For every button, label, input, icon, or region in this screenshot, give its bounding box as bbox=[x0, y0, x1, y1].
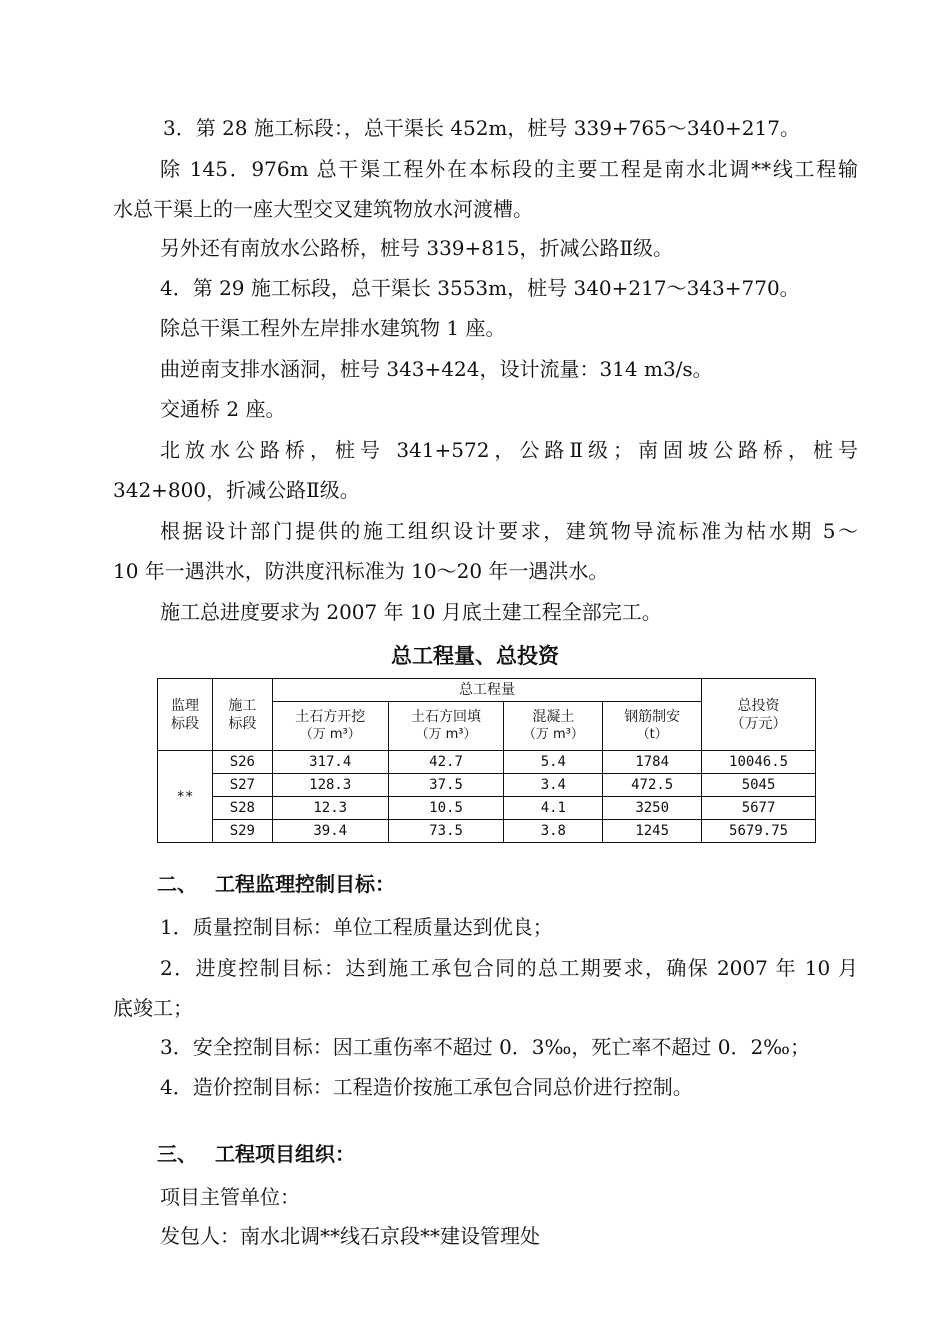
header-excavation-label: 土石方开挖 bbox=[295, 709, 366, 725]
header-backfill-unit: （万 m³） bbox=[415, 727, 477, 742]
supervision-section-cell: ** bbox=[158, 751, 213, 843]
cell-excavation: 128.3 bbox=[272, 774, 388, 797]
paragraph-bridges-line2: 342+800，折减公路Ⅱ级。 bbox=[113, 478, 360, 502]
cell-excavation: 39.4 bbox=[272, 820, 388, 843]
paragraph-flood-standard-line1: 根据设计部门提供的施工组织设计要求，建筑物导流标准为枯水期 5～ bbox=[160, 519, 858, 543]
cell-rebar: 3250 bbox=[603, 797, 702, 820]
header-excavation-unit: （万 m³） bbox=[299, 727, 361, 742]
section-2-title: 工程监理控制目标： bbox=[215, 872, 395, 896]
cell-concrete: 5.4 bbox=[504, 751, 603, 774]
goal-quality: 1．质量控制目标：单位工程质量达到优良； bbox=[160, 915, 553, 939]
cell-concrete: 3.4 bbox=[504, 774, 603, 797]
cell-backfill: 37.5 bbox=[388, 774, 504, 797]
table-title: 总工程量、总投资 bbox=[391, 644, 559, 668]
paragraph-flood-standard-line2: 10 年一遇洪水，防洪度汛标准为 10～20 年一遇洪水。 bbox=[113, 559, 609, 583]
header-supervision-section bbox=[158, 679, 213, 751]
header-backfill-label: 土石方回填 bbox=[411, 709, 482, 725]
cell-investment: 5679.75 bbox=[702, 820, 816, 843]
header-construction-section bbox=[212, 679, 272, 751]
header-concrete bbox=[504, 702, 603, 751]
header-rebar-label: 钢筋制安 bbox=[624, 709, 681, 725]
header-concrete-unit: （万 m³） bbox=[522, 727, 584, 742]
goal-cost: 4．造价控制目标：工程造价按施工承包合同总价进行控制。 bbox=[160, 1075, 693, 1099]
cell-section: S28 bbox=[212, 797, 272, 820]
paragraph-culvert: 曲逆南支排水涵洞，桩号 343+424，设计流量：314 m3/s。 bbox=[160, 357, 713, 381]
paragraph-main-works-line2: 水总干渠上的一座大型交叉建筑物放水河渡槽。 bbox=[113, 197, 533, 221]
cell-excavation: 12.3 bbox=[272, 797, 388, 820]
project-authority: 项目主管单位： bbox=[160, 1185, 300, 1209]
cell-rebar: 1245 bbox=[603, 820, 702, 843]
goal-schedule-line2: 底竣工； bbox=[113, 996, 193, 1020]
paragraph-main-works-line1: 除 145．976m 总干渠工程外在本标段的主要工程是南水北调**线工程输 bbox=[160, 157, 858, 181]
cell-section: S29 bbox=[212, 820, 272, 843]
header-investment-unit: （万元） bbox=[730, 715, 787, 732]
paragraph-drainage-building: 除总干渠工程外左岸排水建筑物 1 座。 bbox=[160, 316, 506, 340]
header-investment-label: 总投资 bbox=[737, 697, 780, 714]
header-construction-label-1: 施工 bbox=[228, 697, 257, 714]
table-row bbox=[158, 774, 816, 797]
cell-investment: 10046.5 bbox=[702, 751, 816, 774]
cell-rebar: 472.5 bbox=[603, 774, 702, 797]
header-supervision-label-1: 监理 bbox=[170, 697, 199, 714]
header-rebar-unit: （t） bbox=[636, 727, 668, 742]
cell-backfill: 10.5 bbox=[388, 797, 504, 820]
header-rebar bbox=[603, 702, 702, 751]
cell-concrete: 3.8 bbox=[504, 820, 603, 843]
header-total-investment bbox=[702, 679, 816, 751]
header-excavation bbox=[272, 702, 388, 751]
paragraph-bridges-line1: 北放水公路桥，桩号 341+572，公路Ⅱ级；南固坡公路桥，桩号 bbox=[160, 438, 858, 462]
cell-section: S27 bbox=[212, 774, 272, 797]
paragraph-section-28: 3．第 28 施工标段：，总干渠长 452m，桩号 339+765～340+217。 bbox=[163, 116, 800, 140]
section-3-title: 工程项目组织： bbox=[215, 1142, 355, 1166]
quantity-investment-table bbox=[157, 678, 816, 843]
cell-investment: 5045 bbox=[702, 774, 816, 797]
cell-excavation: 317.4 bbox=[272, 751, 388, 774]
section-2-number: 二、 bbox=[157, 872, 197, 896]
paragraph-south-bridge: 另外还有南放水公路桥，桩号 339+815，折减公路Ⅱ级。 bbox=[160, 236, 674, 260]
header-construction-label-2: 标段 bbox=[228, 715, 257, 732]
cell-rebar: 1784 bbox=[603, 751, 702, 774]
cell-backfill: 42.7 bbox=[388, 751, 504, 774]
paragraph-traffic-bridges: 交通桥 2 座。 bbox=[160, 397, 286, 421]
header-total-quantity: 总工程量 bbox=[272, 679, 701, 702]
table-row bbox=[158, 820, 816, 843]
table-row bbox=[158, 797, 816, 820]
header-supervision-label-2: 标段 bbox=[170, 715, 199, 732]
section-3-number: 三、 bbox=[157, 1142, 197, 1166]
goal-safety: 3．安全控制目标：因工重伤率不超过 0．3‰，死亡率不超过 0．2‰； bbox=[160, 1035, 811, 1059]
cell-section: S26 bbox=[212, 751, 272, 774]
header-concrete-label: 混凝土 bbox=[532, 709, 575, 725]
cell-backfill: 73.5 bbox=[388, 820, 504, 843]
paragraph-section-29: 4．第 29 施工标段，总干渠长 3553m，桩号 340+217～343+770。 bbox=[160, 276, 800, 300]
paragraph-schedule: 施工总进度要求为 2007 年 10 月底土建工程全部完工。 bbox=[160, 600, 662, 624]
table-row bbox=[158, 751, 816, 774]
employer: 发包人：南水北调**线石京段**建设管理处 bbox=[160, 1224, 540, 1248]
goal-schedule-line1: 2．进度控制目标：达到施工承包合同的总工期要求，确保 2007 年 10 月 bbox=[160, 956, 858, 980]
header-backfill bbox=[388, 702, 504, 751]
cell-investment: 5677 bbox=[702, 797, 816, 820]
cell-concrete: 4.1 bbox=[504, 797, 603, 820]
